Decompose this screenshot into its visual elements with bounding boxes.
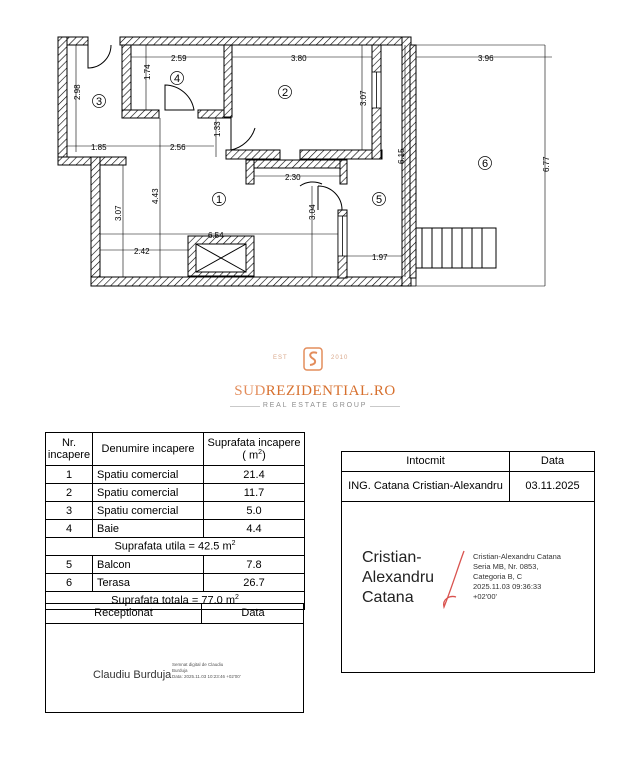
logo-name-part2: REZIDENTIAL.RO [265,383,396,399]
header-nr: Nr. incapere [46,433,93,466]
room-numbers [93,72,492,206]
logo-year-label: 2010 [331,355,349,361]
useful-area-value: 42.5 [197,540,220,553]
room-number: 6 [482,158,489,170]
rooms-table [45,432,305,610]
dim-label: 2.59 [171,54,187,63]
header-unit: ( m [242,449,259,462]
header-area-label: Suprafata incapere [207,436,301,449]
row-name: Baie [93,520,204,538]
row-name: Spatiu comercial [93,502,204,520]
digital-signature-details [473,552,561,602]
useful-area-unit-sup: 2 [231,540,236,548]
signature-note-line: Burduja [172,668,188,673]
row-area: 21.4 [204,466,305,484]
useful-area-unit: m [222,540,232,553]
receptionat-signature-name: Claudiu Burduja [93,669,172,681]
row-nr: 1 [46,466,93,484]
receptionat-box [45,603,304,713]
receptionat-signature-note [172,662,241,680]
signature-detail-line: 2025.11.03 09:36:33 [473,582,542,591]
floor-plan [0,0,627,300]
total-area-label: Suprafata totala = [111,594,199,607]
row-area: 26.7 [204,574,305,592]
room-number: 4 [174,73,181,85]
total-area-value: 77.0 [201,594,223,607]
intocmit-label: Intocmit [342,452,510,471]
terrace-stairs [416,228,496,268]
dim-label: 6.54 [208,231,224,240]
signature-detail-line: Seria MB, Nr. 0853, [473,562,539,571]
table-row [46,484,305,502]
total-area-unit-sup: 2 [234,594,239,602]
company-logo [225,345,405,417]
receptionat-date-label: Data [241,607,265,619]
row-area: 5.0 [204,502,305,520]
logo-est-label: EST [273,355,288,361]
dim-label: 2.56 [170,143,186,152]
logo-subtitle: REAL ESTATE GROUP [262,402,368,409]
table-header-row [46,433,305,466]
dim-label: 3.96 [478,54,494,63]
table-row [46,502,305,520]
dim-label: 6.15 [397,148,406,164]
room-number: 2 [282,87,289,99]
row-area: 4.4 [204,520,305,538]
row-name: Terasa [93,574,204,592]
signature-detail-line: +02'00' [473,592,497,601]
intocmit-box [341,451,595,673]
dim-label: 3.04 [308,204,317,220]
useful-area-row [46,538,305,556]
row-name: Balcon [93,556,204,574]
intocmit-date-label: Data [540,455,565,467]
stair-fixture [196,244,246,272]
signature-line: Cristian- [362,549,422,566]
receptionat-header [46,604,303,624]
dim-label: 1.85 [91,143,107,152]
table-row [46,466,305,484]
room-number: 3 [96,96,103,108]
signature-line: Alexandru [362,569,435,586]
signature-scribble-icon [438,547,472,611]
receptionat-label: Receptionat [46,604,202,623]
row-nr: 4 [46,520,93,538]
table-row [46,556,305,574]
row-nr: 3 [46,502,93,520]
signature-detail-line: Cristian-Alexandru Catana [473,552,561,561]
signature-detail-line: Categoria B, C [473,572,523,581]
dim-label: 1.74 [143,64,152,80]
header-unit-sup: 2 [258,448,263,456]
intocmit-date: 03.11.2025 [525,480,580,492]
dim-label: 2.98 [73,84,82,100]
dim-label: 3.07 [114,205,123,221]
row-nr: 6 [46,574,93,592]
signature-note-line: Data: 2025.11.03 10:23:46 +02'00' [172,674,241,679]
room-number: 1 [216,194,223,206]
room-number: 5 [376,194,383,206]
header-name: Denumire incapere [93,433,204,466]
row-area: 11.7 [204,484,305,502]
dim-label: 4.43 [151,188,160,204]
row-nr: 2 [46,484,93,502]
table-row [46,574,305,592]
table-row [46,520,305,538]
intocmit-header [342,452,594,472]
dim-label: 2.42 [134,247,150,256]
logo-name-part1: SUD [234,383,266,399]
intocmit-author: ING. Catana Cristian-Alexandru [342,472,510,501]
signature-note-line: Semnat digital de Claudiu [172,662,224,667]
intocmit-row [342,472,594,502]
header-unit-close: ) [262,449,266,462]
useful-area-cell [46,538,305,556]
row-name: Spatiu comercial [93,466,204,484]
room-number-labels [96,73,488,206]
dim-label: 3.07 [359,90,368,106]
signature-line: Catana [362,589,414,606]
dim-label: 3.80 [291,54,307,63]
row-name: Spatiu comercial [93,484,204,502]
row-nr: 5 [46,556,93,574]
dim-label: 1.33 [213,121,222,137]
logo-rule-right [370,406,400,407]
useful-area-label: Suprafata utila = [114,540,195,553]
dim-label: 2.30 [285,173,301,182]
dim-label: 6.77 [542,156,551,172]
header-area [204,433,305,466]
dim-label: 1.97 [372,253,388,262]
digital-signature-name [362,548,434,608]
row-area: 7.8 [204,556,305,574]
logo-mark-icon [303,347,323,371]
logo-name [225,383,405,400]
total-area-unit: m [225,594,235,607]
